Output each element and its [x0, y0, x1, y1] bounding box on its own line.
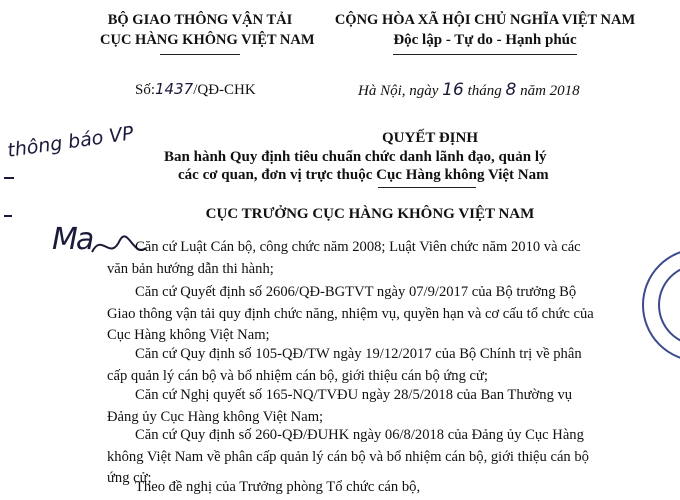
- handwritten-doc-number: 1437: [155, 80, 194, 98]
- margin-marks: [0, 160, 60, 230]
- agency-name: CỤC HÀNG KHÔNG VIỆT NAM: [100, 32, 315, 48]
- place-date: Hà Nội, ngày 16 tháng 8 năm 2018: [358, 80, 580, 100]
- title-line-2: các cơ quan, đơn vị trực thuộc Cục Hàng không Việt Nam: [178, 167, 549, 183]
- paragraph-legal-basis-3: Căn cứ Quy định số 105-QĐ/TW ngày 19/12/2017 của Bộ Chính trị về phân cấp quản lý cán bộ và bổ nhiệm cán bộ, giới thiệu cán bộ ứng cử;: [107, 346, 582, 384]
- official-stamp-inner-ring: [658, 264, 680, 346]
- paragraph-legal-basis-4: Căn cứ Nghị quyết số 165-NQ/TVĐU ngày 28/5/2018 của Ban Thường vụ Đảng ủy Cục Hàng không Việt Nam;: [107, 387, 573, 425]
- country-name: CỘNG HÒA XÃ HỘI CHỦ NGHĨA VIỆT NAM: [334, 12, 636, 28]
- document-title: QUYẾT ĐỊNH: [382, 130, 478, 146]
- signature-scribble: Ma: [52, 222, 93, 257]
- handwritten-margin-note: thông báo VP: [6, 122, 135, 162]
- handwritten-month: 8: [505, 80, 517, 100]
- paragraph-legal-basis-5: Căn cứ Quy định số 260-QĐ/ĐUHK ngày 06/8/2018 của Đảng ủy Cục Hàng không Việt Nam về phân cấp quản lý cán bộ và bổ nhiệm cán bộ, giới thiệu cán bộ ứng cử;: [107, 427, 589, 486]
- paragraph-proposal: Theo đề nghị của Trưởng phòng Tổ chức cán bộ,: [135, 479, 421, 495]
- official-stamp: [642, 248, 680, 362]
- paragraph-legal-basis-2: Căn cứ Quyết định số 2606/QĐ-BGTVT ngày 07/9/2017 của Bộ trưởng Bộ Giao thông vận tải quy định chức năng, nhiệm vụ, quyền hạn và cơ cấu tổ chức của Cục Hàng không Việt Nam;: [107, 284, 594, 343]
- agency-underline: [160, 54, 240, 55]
- paragraph-legal-basis-1: Căn cứ Luật Cán bộ, công chức năm 2008; Luật Viên chức năm 2010 và các văn bản hướng dẫn thi hành;: [107, 239, 581, 277]
- document-number: Số:1437/QĐ-CHK: [135, 80, 256, 98]
- motto: Độc lập - Tự do - Hạnh phúc: [393, 32, 577, 48]
- title-underline: [378, 187, 476, 188]
- motto-underline: [393, 54, 577, 55]
- handwritten-day: 16: [442, 80, 464, 100]
- agency-parent: BỘ GIAO THÔNG VẬN TẢI: [107, 12, 293, 28]
- title-line-1: Ban hành Quy định tiêu chuẩn chức danh lãnh đạo, quản lý: [164, 149, 547, 165]
- authority-heading: CỤC TRƯỞNG CỤC HÀNG KHÔNG VIỆT NAM: [205, 206, 535, 222]
